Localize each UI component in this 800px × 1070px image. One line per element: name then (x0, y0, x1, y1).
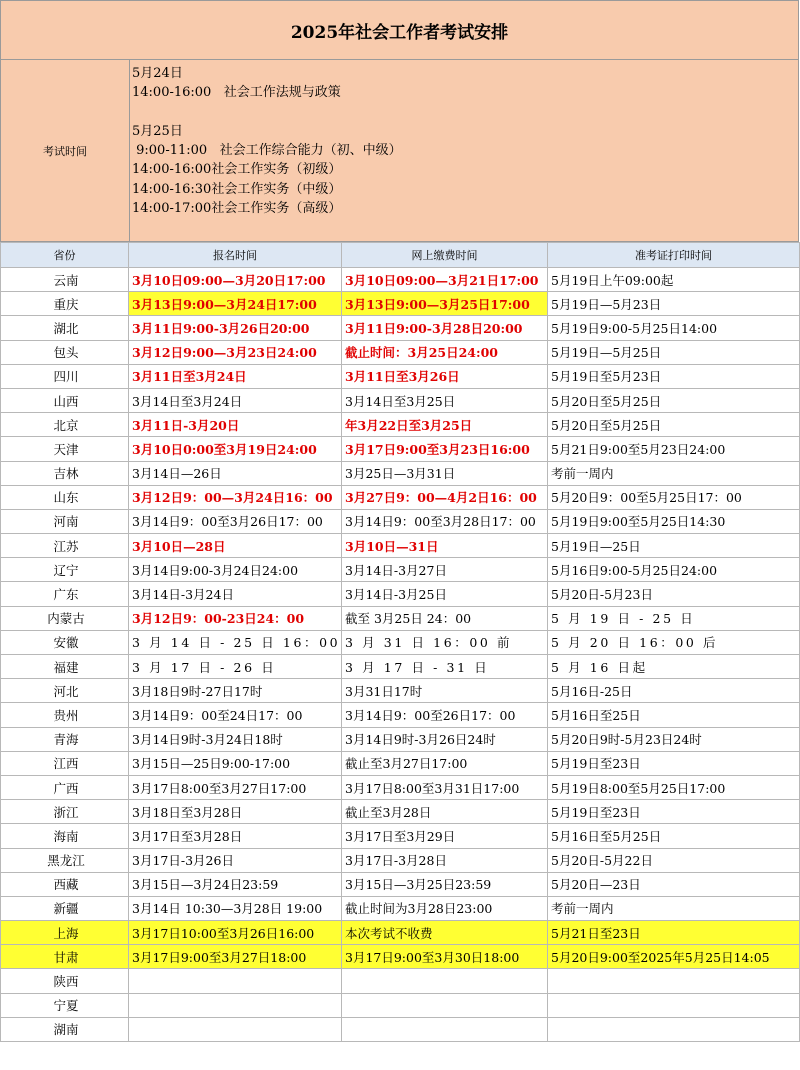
cell-admission-time: 5月19日—5月23日 (548, 292, 800, 316)
table-header-row (1, 243, 800, 268)
cell-admission-time: 5月19日8:00至5月25日17:00 (548, 775, 800, 799)
cell-province: 上海 (1, 921, 129, 945)
table-row (1, 703, 800, 727)
table-row (1, 630, 800, 654)
cell-admission-time: 5月19日上午09:00起 (548, 268, 800, 292)
cell-admission-time: 5月16日至25日 (548, 703, 800, 727)
cell-province: 浙江 (1, 800, 129, 824)
cell-register-time: 3月17日8:00至3月27日17:00 (129, 775, 342, 799)
cell-province: 云南 (1, 268, 129, 292)
exam-time-line: 14:00-16:00社会工作实务（初级） (132, 162, 342, 178)
table-row (1, 292, 800, 316)
cell-admission-time: 5月21日至23日 (548, 921, 800, 945)
cell-province: 河北 (1, 679, 129, 703)
table-row (1, 872, 800, 896)
cell-admission-time: 5月19日至23日 (548, 751, 800, 775)
cell-payment-time: 截止时间：3月25日24:00 (342, 340, 548, 364)
table-row (1, 679, 800, 703)
cell-register-time: 3月12日9：00—3月24日16：00 (129, 485, 342, 509)
cell-province: 四川 (1, 364, 129, 388)
cell-register-time: 3月14日—26日 (129, 461, 342, 485)
cell-admission-time: 5月16日9:00-5月25日24:00 (548, 558, 800, 582)
table-row (1, 364, 800, 388)
exam-time-line: 5月24日 (132, 66, 183, 81)
table-row (1, 993, 800, 1017)
exam-time-line: 14:00-16:30社会工作实务（中级） (132, 181, 342, 197)
cell-province: 山西 (1, 388, 129, 412)
cell-payment-time: 3月13日9:00—3月25日17:00 (342, 292, 548, 316)
cell-register-time: 3月17日10:00至3月26日16:00 (129, 921, 342, 945)
cell-province: 贵州 (1, 703, 129, 727)
cell-admission-time: 5 月 16 日起 (548, 655, 800, 679)
cell-province: 广东 (1, 582, 129, 606)
cell-admission-time: 考前一周内 (548, 896, 800, 920)
cell-admission-time: 5月19日9:00至5月25日14:30 (548, 509, 800, 533)
cell-payment-time: 3月25日—3月31日 (342, 461, 548, 485)
cell-province: 宁夏 (1, 993, 129, 1017)
cell-register-time: 3月14日9：00至24日17：00 (129, 703, 342, 727)
cell-province: 内蒙古 (1, 606, 129, 630)
province-schedule-table (0, 242, 800, 1042)
cell-payment-time: 截至 3月25日 24：00 (342, 606, 548, 630)
cell-province: 江苏 (1, 534, 129, 558)
cell-payment-time (342, 1017, 548, 1041)
cell-register-time: 3 月 17 日 - 26 日 (129, 655, 342, 679)
table-row (1, 582, 800, 606)
cell-admission-time: 5月20日9:00至2025年5月25日14:05 (548, 945, 800, 969)
table-row (1, 316, 800, 340)
cell-register-time: 3月17日9:00至3月27日18:00 (129, 945, 342, 969)
cell-admission-time: 5月20日至5月25日 (548, 388, 800, 412)
cell-register-time: 3月12日9：00-23日24：00 (129, 606, 342, 630)
cell-register-time: 3月13日9:00—3月24日17:00 (129, 292, 342, 316)
table-row (1, 727, 800, 751)
cell-payment-time: 截止至3月27日17:00 (342, 751, 548, 775)
cell-register-time: 3月17日-3月26日 (129, 848, 342, 872)
table-row (1, 485, 800, 509)
cell-payment-time: 3月31日17时 (342, 679, 548, 703)
cell-admission-time: 5月20日-5月22日 (548, 848, 800, 872)
cell-payment-time: 3月14日9：00至3月28日17：00 (342, 509, 548, 533)
table-row (1, 461, 800, 485)
cell-admission-time: 5月20日9时-5月23日24时 (548, 727, 800, 751)
cell-register-time: 3月14日9：00至3月26日17：00 (129, 509, 342, 533)
cell-payment-time (342, 993, 548, 1017)
cell-register-time: 3月11日9:00-3月26日20:00 (129, 316, 342, 340)
table-row (1, 413, 800, 437)
cell-province: 安徽 (1, 630, 129, 654)
cell-payment-time: 3月17日-3月28日 (342, 848, 548, 872)
cell-province: 黑龙江 (1, 848, 129, 872)
cell-register-time: 3月17日至3月28日 (129, 824, 342, 848)
cell-register-time: 3月11日-3月20日 (129, 413, 342, 437)
cell-admission-time: 5月20日-5月23日 (548, 582, 800, 606)
cell-payment-time: 3月14日9：00至26日17：00 (342, 703, 548, 727)
cell-admission-time: 5月20日—23日 (548, 872, 800, 896)
table-row (1, 388, 800, 412)
cell-province: 北京 (1, 413, 129, 437)
title-text: 2025年社会工作者考试安排 (290, 22, 509, 43)
exam-time-line: 9:00-11:00 社会工作综合能力（初、中级） (132, 143, 402, 159)
cell-payment-time: 3月17日8:00至3月31日17:00 (342, 775, 548, 799)
table-row (1, 509, 800, 533)
cell-province: 陕西 (1, 969, 129, 993)
cell-admission-time (548, 993, 800, 1017)
cell-admission-time: 5月19日—25日 (548, 534, 800, 558)
cell-admission-time: 5月20日至5月25日 (548, 413, 800, 437)
table-row (1, 340, 800, 364)
cell-payment-time: 3月17日9:00至3月23日16:00 (342, 437, 548, 461)
cell-admission-time: 5 月 20 日 16：00 后 (548, 630, 800, 654)
cell-register-time (129, 993, 342, 1017)
cell-province: 湖北 (1, 316, 129, 340)
cell-register-time: 3月12日9:00—3月23日24:00 (129, 340, 342, 364)
cell-admission-time (548, 1017, 800, 1041)
cell-register-time: 3月18日至3月28日 (129, 800, 342, 824)
cell-province: 河南 (1, 509, 129, 533)
cell-payment-time: 3月15日—3月25日23:59 (342, 872, 548, 896)
cell-register-time: 3月11日至3月24日 (129, 364, 342, 388)
cell-province: 新疆 (1, 896, 129, 920)
cell-payment-time: 3月17日9:00至3月30日18:00 (342, 945, 548, 969)
exam-time-line (132, 103, 402, 122)
cell-province: 湖南 (1, 1017, 129, 1041)
exam-time-section (0, 60, 799, 242)
cell-payment-time: 截止时间为3月28日23:00 (342, 896, 548, 920)
cell-payment-time: 3 月 31 日 16：00 前 (342, 630, 548, 654)
table-row (1, 800, 800, 824)
table-row (1, 945, 800, 969)
header-admission-print-time: 准考证打印时间 (548, 243, 800, 268)
cell-payment-time: 3 月 17 日 - 31 日 (342, 655, 548, 679)
cell-register-time: 3月10日09:00—3月20日17:00 (129, 268, 342, 292)
cell-payment-time (342, 969, 548, 993)
cell-register-time: 3月14日9:00-3月24日24:00 (129, 558, 342, 582)
cell-register-time: 3月18日9时-27日17时 (129, 679, 342, 703)
cell-register-time (129, 969, 342, 993)
header-payment-time: 网上缴费时间 (342, 243, 548, 268)
cell-province: 江西 (1, 751, 129, 775)
exam-time-line: 5月25日 (132, 123, 183, 139)
cell-register-time: 3月10日0:00至3月19日24:00 (129, 437, 342, 461)
cell-province: 辽宁 (1, 558, 129, 582)
table-row (1, 775, 800, 799)
cell-province: 西藏 (1, 872, 129, 896)
cell-register-time: 3月14日 10:30—3月28日 19:00 (129, 896, 342, 920)
cell-register-time: 3月14日9时-3月24日18时 (129, 727, 342, 751)
cell-province: 广西 (1, 775, 129, 799)
cell-register-time: 3月14日至3月24日 (129, 388, 342, 412)
table-row (1, 437, 800, 461)
cell-payment-time: 3月14日-3月25日 (342, 582, 548, 606)
cell-admission-time: 5月19日至23日 (548, 800, 800, 824)
header-province: 省份 (1, 243, 129, 268)
cell-admission-time: 5 月 19 日 - 25 日 (548, 606, 800, 630)
table-row (1, 824, 800, 848)
cell-province: 包头 (1, 340, 129, 364)
cell-payment-time: 3月11日9:00-3月28日20:00 (342, 316, 548, 340)
cell-register-time (129, 1017, 342, 1041)
table-row (1, 606, 800, 630)
exam-time-label: 考试时间 (1, 60, 130, 241)
cell-payment-time: 3月14日9时-3月26日24时 (342, 727, 548, 751)
cell-province: 甘肃 (1, 945, 129, 969)
cell-province: 青海 (1, 727, 129, 751)
cell-admission-time: 5月19日至5月23日 (548, 364, 800, 388)
cell-province: 山东 (1, 485, 129, 509)
table-row (1, 969, 800, 993)
cell-register-time: 3月15日—25日9:00-17:00 (129, 751, 342, 775)
cell-payment-time: 3月14日-3月27日 (342, 558, 548, 582)
cell-province: 吉林 (1, 461, 129, 485)
cell-payment-time: 3月10日—31日 (342, 534, 548, 558)
cell-payment-time: 年3月22日至3月25日 (342, 413, 548, 437)
cell-payment-time: 3月17日至3月29日 (342, 824, 548, 848)
table-row (1, 655, 800, 679)
exam-time-line: 14:00-17:00社会工作实务（高级） (132, 201, 342, 217)
cell-admission-time: 考前一周内 (548, 461, 800, 485)
cell-admission-time: 5月20日9：00至5月25日17：00 (548, 485, 800, 509)
cell-payment-time: 3月11日至3月26日 (342, 364, 548, 388)
cell-admission-time: 5月16日至5月25日 (548, 824, 800, 848)
table-row (1, 558, 800, 582)
cell-province: 福建 (1, 655, 129, 679)
cell-province: 天津 (1, 437, 129, 461)
cell-payment-time: 3月14日至3月25日 (342, 388, 548, 412)
table-row (1, 848, 800, 872)
cell-register-time: 3月15日—3月24日23:59 (129, 872, 342, 896)
cell-payment-time: 本次考试不收费 (342, 921, 548, 945)
table-row (1, 1017, 800, 1041)
cell-payment-time: 截止至3月28日 (342, 800, 548, 824)
cell-admission-time (548, 969, 800, 993)
cell-register-time: 3月10日—28日 (129, 534, 342, 558)
table-row (1, 268, 800, 292)
cell-register-time: 3 月 14 日 - 25 日 16：00 (129, 630, 342, 654)
cell-payment-time: 3月10日09:00—3月21日17:00 (342, 268, 548, 292)
cell-admission-time: 5月19日—5月25日 (548, 340, 800, 364)
cell-payment-time: 3月27日9：00—4月2日16：00 (342, 485, 548, 509)
header-register-time: 报名时间 (129, 243, 342, 268)
sheet-title (0, 0, 799, 60)
exam-time-lines (132, 64, 402, 218)
cell-admission-time: 5月19日9:00-5月25日14:00 (548, 316, 800, 340)
table-body (1, 268, 800, 1042)
table-row (1, 896, 800, 920)
table-row (1, 921, 800, 945)
table-row (1, 534, 800, 558)
table-row (1, 751, 800, 775)
cell-register-time: 3月14日-3月24日 (129, 582, 342, 606)
cell-province: 重庆 (1, 292, 129, 316)
exam-time-line: 14:00-16:00 社会工作法规与政策 (132, 85, 341, 101)
cell-province: 海南 (1, 824, 129, 848)
cell-admission-time: 5月16日-25日 (548, 679, 800, 703)
cell-admission-time: 5月21日9:00至5月23日24:00 (548, 437, 800, 461)
